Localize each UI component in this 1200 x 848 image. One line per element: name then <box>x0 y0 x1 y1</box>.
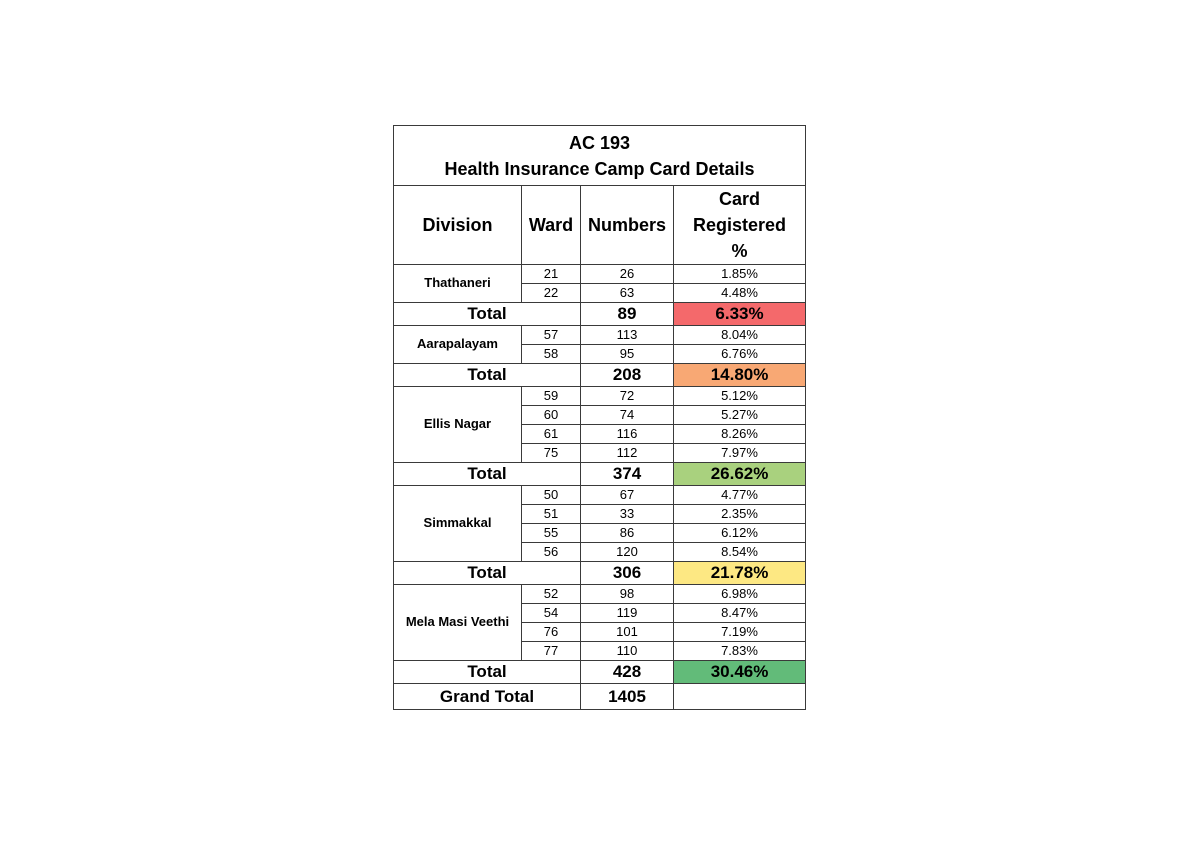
numbers-cell: 63 <box>581 284 674 303</box>
percent-cell: 8.04% <box>674 326 806 345</box>
total-percent: 30.46% <box>674 661 806 684</box>
division-name: Simmakkal <box>394 486 522 562</box>
ward-cell: 75 <box>522 444 581 463</box>
total-row <box>394 661 806 684</box>
numbers-cell: 33 <box>581 505 674 524</box>
percent-cell: 7.83% <box>674 642 806 661</box>
ward-cell: 50 <box>522 486 581 505</box>
percent-cell: 8.54% <box>674 543 806 562</box>
division-name: Ellis Nagar <box>394 387 522 463</box>
table-row <box>394 486 806 505</box>
ward-cell: 59 <box>522 387 581 406</box>
header-division: Division <box>394 186 522 265</box>
percent-cell: 6.12% <box>674 524 806 543</box>
ward-cell: 77 <box>522 642 581 661</box>
total-row <box>394 303 806 326</box>
title-line-1: AC 193 <box>569 132 631 153</box>
total-row <box>394 463 806 486</box>
ward-cell: 21 <box>522 265 581 284</box>
ward-cell: 61 <box>522 425 581 444</box>
percent-cell: 7.97% <box>674 444 806 463</box>
health-insurance-sheet <box>393 125 805 710</box>
table-row <box>394 387 806 406</box>
grand-total-label: Grand Total <box>394 684 581 710</box>
header-registered-line-2: Registered <box>693 215 787 235</box>
total-label: Total <box>394 364 581 387</box>
percent-cell: 5.12% <box>674 387 806 406</box>
header-ward: Ward <box>522 186 581 265</box>
header-registered-line-3: % <box>731 241 748 261</box>
ward-cell: 58 <box>522 345 581 364</box>
numbers-cell: 101 <box>581 623 674 642</box>
table-row <box>394 326 806 345</box>
numbers-cell: 110 <box>581 642 674 661</box>
header-numbers: Numbers <box>581 186 674 265</box>
total-row <box>394 562 806 585</box>
percent-cell: 8.26% <box>674 425 806 444</box>
numbers-cell: 119 <box>581 604 674 623</box>
numbers-cell: 112 <box>581 444 674 463</box>
percent-cell: 6.76% <box>674 345 806 364</box>
table-row <box>394 585 806 604</box>
percent-cell: 8.47% <box>674 604 806 623</box>
grand-total-numbers: 1405 <box>581 684 674 710</box>
percent-cell: 4.77% <box>674 486 806 505</box>
ward-cell: 60 <box>522 406 581 425</box>
grand-total-row <box>394 684 806 710</box>
percent-cell: 6.98% <box>674 585 806 604</box>
total-label: Total <box>394 661 581 684</box>
total-label: Total <box>394 463 581 486</box>
numbers-cell: 72 <box>581 387 674 406</box>
numbers-cell: 95 <box>581 345 674 364</box>
total-label: Total <box>394 562 581 585</box>
numbers-cell: 67 <box>581 486 674 505</box>
percent-cell: 4.48% <box>674 284 806 303</box>
table-title <box>394 126 806 186</box>
numbers-cell: 26 <box>581 265 674 284</box>
ward-cell: 52 <box>522 585 581 604</box>
ward-cell: 55 <box>522 524 581 543</box>
percent-cell: 7.19% <box>674 623 806 642</box>
total-numbers: 428 <box>581 661 674 684</box>
table-row <box>394 265 806 284</box>
ward-cell: 56 <box>522 543 581 562</box>
total-percent: 14.80% <box>674 364 806 387</box>
numbers-cell: 113 <box>581 326 674 345</box>
ward-cell: 51 <box>522 505 581 524</box>
ward-cell: 54 <box>522 604 581 623</box>
percent-cell: 2.35% <box>674 505 806 524</box>
numbers-cell: 98 <box>581 585 674 604</box>
title-line-2: Health Insurance Camp Card Details <box>444 158 755 179</box>
total-percent: 6.33% <box>674 303 806 326</box>
numbers-cell: 74 <box>581 406 674 425</box>
ward-cell: 22 <box>522 284 581 303</box>
numbers-cell: 116 <box>581 425 674 444</box>
grand-total-percent <box>674 684 806 710</box>
percent-cell: 5.27% <box>674 406 806 425</box>
ward-cell: 57 <box>522 326 581 345</box>
total-numbers: 208 <box>581 364 674 387</box>
percent-cell: 1.85% <box>674 265 806 284</box>
total-numbers: 89 <box>581 303 674 326</box>
total-percent: 26.62% <box>674 463 806 486</box>
header-registered-line-1: Card <box>719 189 761 209</box>
division-name: Thathaneri <box>394 265 522 303</box>
total-label: Total <box>394 303 581 326</box>
numbers-cell: 120 <box>581 543 674 562</box>
total-row <box>394 364 806 387</box>
total-percent: 21.78% <box>674 562 806 585</box>
ward-cell: 76 <box>522 623 581 642</box>
header-card-registered <box>674 186 806 265</box>
total-numbers: 306 <box>581 562 674 585</box>
division-name: Aarapalayam <box>394 326 522 364</box>
numbers-cell: 86 <box>581 524 674 543</box>
total-numbers: 374 <box>581 463 674 486</box>
division-name: Mela Masi Veethi <box>394 585 522 661</box>
card-details-table <box>393 125 806 710</box>
